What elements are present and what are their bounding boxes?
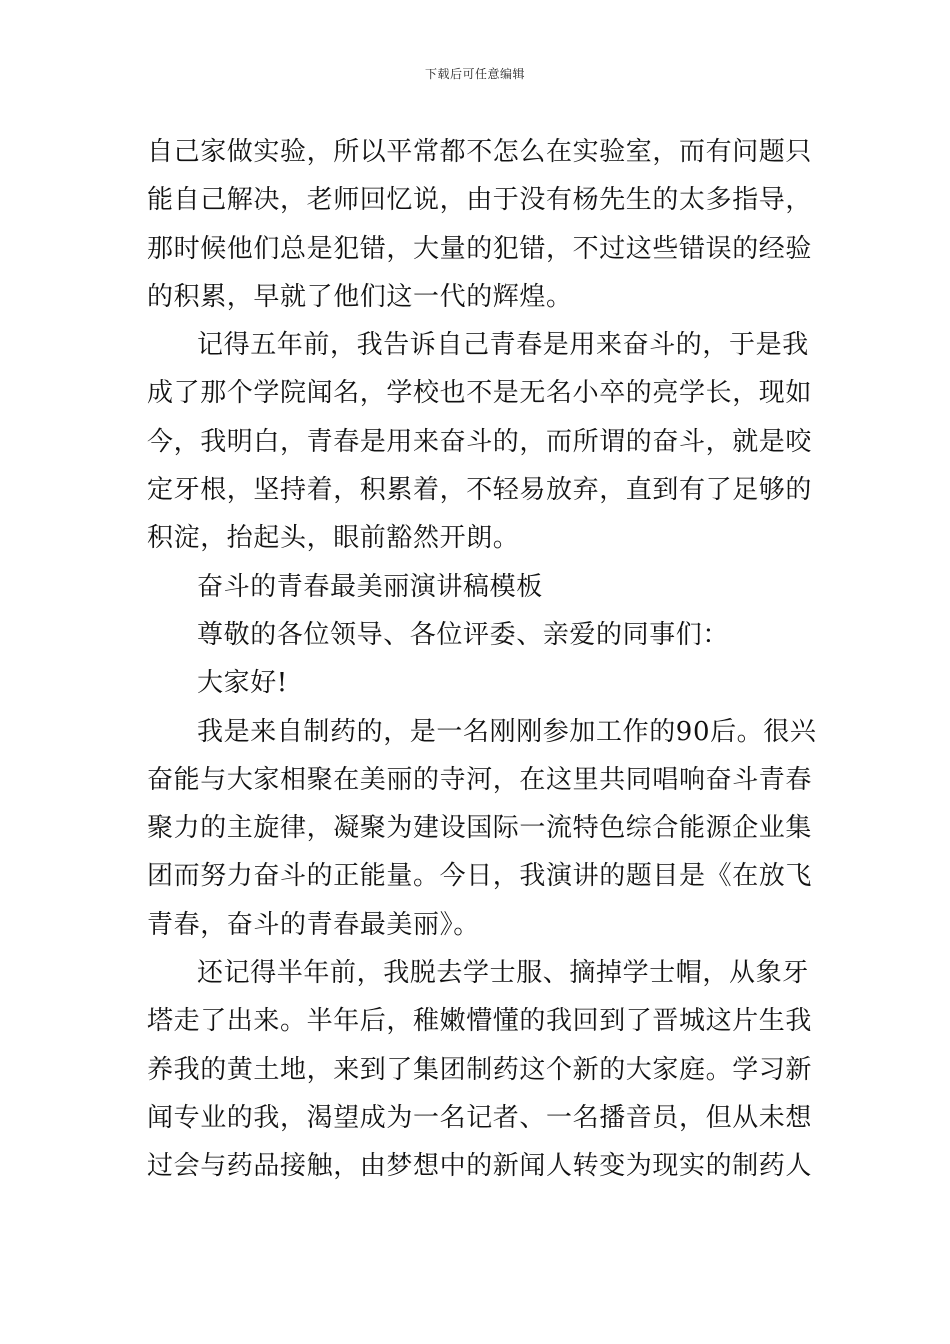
text-line: 我是来自制药的，是一名刚刚参加工作的90后。很兴: [197, 716, 817, 747]
salutation: 尊敬的各位领导、各位评委、亲爱的同事们：: [197, 619, 730, 650]
text-line: 聚力的主旋律，凝聚为建设国际一流特色综合能源企业集: [147, 813, 813, 844]
text-line: 能自己解决，老师回忆说，由于没有杨先生的太多指导，: [147, 185, 813, 216]
text-line: 成了那个学院闻名，学校也不是无名小卒的亮学长，现如: [147, 378, 813, 409]
text-line: 奋能与大家相聚在美丽的寺河，在这里共同唱响奋斗青春: [147, 764, 813, 795]
text-line: 定牙根，坚持着，积累着，不轻易放弃，直到有了足够的: [147, 475, 813, 506]
text-line: 塔走了出来。半年后，稚嫩懵懂的我回到了晋城这片生我: [147, 1006, 813, 1037]
text-line: 闻专业的我，渴望成为一名记者、一名播音员，但从未想: [147, 1102, 813, 1133]
text-line: 养我的黄土地，来到了集团制药这个新的大家庭。学习新: [147, 1054, 813, 1085]
text-line: 那时候他们总是犯错，大量的犯错，不过这些错误的经验: [147, 233, 813, 264]
body-text: [147, 128, 817, 1191]
section-title: 奋斗的青春最美丽演讲稿模板: [197, 571, 543, 602]
text-line: 今，我明白，青春是用来奋斗的，而所谓的奋斗，就是咬: [147, 426, 813, 457]
text-line: 自己家做实验，所以平常都不怎么在实验室，而有问题只: [147, 137, 813, 167]
text-line: 团而努力奋斗的正能量。今日，我演讲的题目是《在放飞: [147, 861, 813, 892]
text-line: 记得五年前，我告诉自己青春是用来奋斗的，于是我: [197, 330, 809, 361]
text-line: 青春，奋斗的青春最美丽》。: [147, 909, 480, 940]
header-note: 下载后可任意编辑: [424, 67, 525, 81]
greeting: 大家好!: [197, 668, 288, 699]
text-line: 积淀，抬起头，眼前豁然开朗。: [147, 523, 520, 554]
text-line: 还记得半年前，我脱去学士服、摘掉学士帽，从象牙: [197, 958, 809, 989]
text-line: 的积累，早就了他们这一代的辉煌。: [147, 281, 573, 312]
text-line: 过会与药品接触，由梦想中的新闻人转变为现实的制药人: [147, 1151, 813, 1182]
